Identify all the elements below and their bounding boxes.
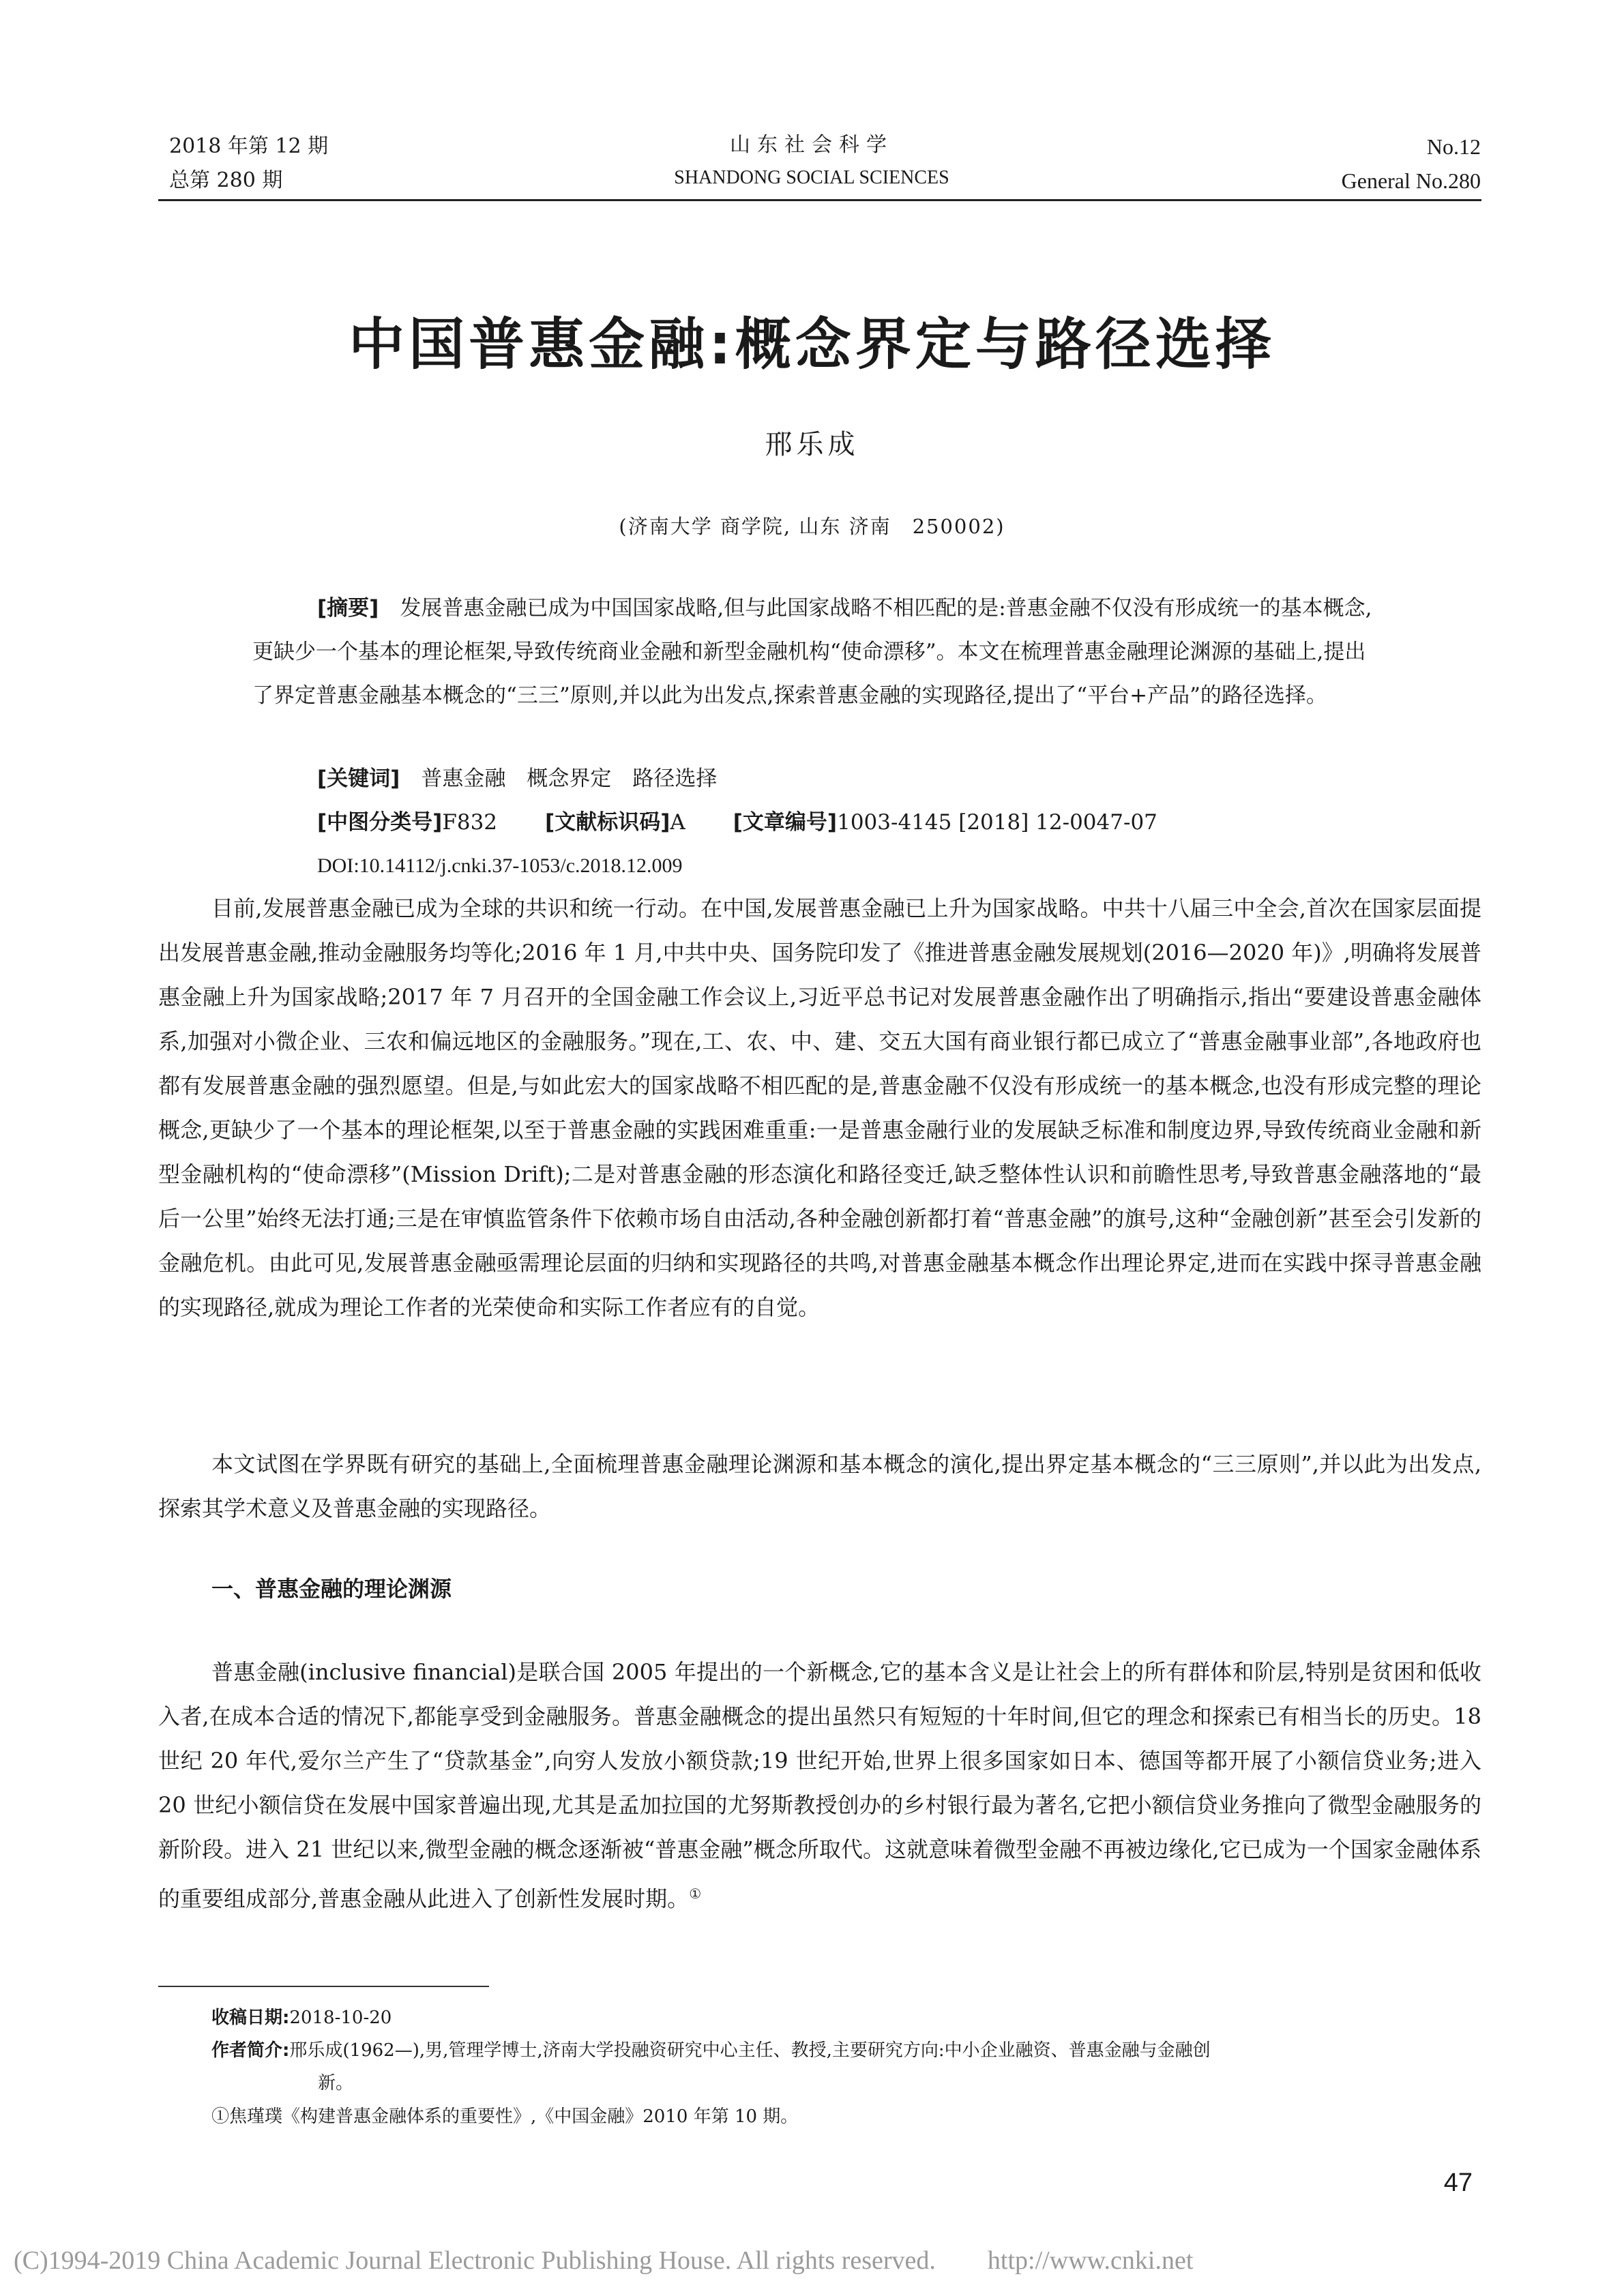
issue-number-en: No.12	[1426, 134, 1481, 159]
author-affiliation: (济南大学 商学院, 山东 济南 250002)	[619, 515, 1005, 538]
doc-code-value: A	[670, 810, 685, 835]
footnote-marker: ①	[689, 1885, 702, 1902]
keywords-text: 普惠金融 概念界定 路径选择	[421, 766, 718, 791]
footnote-author-bio	[211, 2034, 1494, 2100]
journal-name	[539, 130, 1084, 195]
doi: DOI:10.14112/j.cnki.37-1053/c.2018.12.009	[317, 854, 683, 877]
article-title: 中国普惠金融:概念界定与路径选择	[349, 312, 1275, 377]
journal-name-cn: 山东社会科学	[730, 133, 894, 157]
body-paragraph-3	[158, 1650, 1481, 1922]
abstract-label: [摘要]	[317, 596, 379, 621]
footnote-1: ①焦瑾璞《构建普惠金融体系的重要性》,《中国金融》2010 年第 10 期。	[211, 2106, 799, 2127]
author-bio-label: 作者简介:	[211, 2040, 290, 2061]
received-label: 收稿日期:	[211, 2008, 290, 2028]
keywords	[317, 757, 1408, 801]
body-paragraph-1	[158, 886, 1481, 1330]
page-number: 47	[1443, 2168, 1473, 2197]
paragraph-text: 本文试图在学界既有研究的基础上,全面梳理普惠金融理论渊源和基本概念的演化,提出界定基本概念的“三三原则”,并以此为出发点,探索其学术意义及普惠金融的实现路径。	[158, 1451, 1481, 1521]
footnote-received	[211, 2001, 1494, 2034]
article-number-label: [文章编号]	[733, 810, 838, 835]
author-bio-text-cont: 新。	[318, 2073, 354, 2093]
copyright-notice: (C)1994-2019 China Academic Journal Electronic Publishing House. All rights reserved. http://www.cnki.net	[14, 2246, 1194, 2275]
section-heading: 一、普惠金融的理论渊源	[211, 1576, 452, 1602]
doc-code-label: [文献标识码]	[545, 810, 670, 835]
article-author: 邢乐成	[765, 429, 859, 460]
keywords-label: [关键词]	[317, 766, 400, 791]
clc-label: [中图分类号]	[317, 810, 443, 835]
issue-info-en	[1342, 130, 1481, 198]
general-number-en: General No.280	[1341, 168, 1481, 193]
clc-value: F832	[442, 810, 498, 835]
issue-number: 2018 年第 12 期	[169, 134, 329, 158]
header-divider	[158, 199, 1481, 201]
paragraph-text: 普惠金融(inclusive financial)是联合国 2005 年提出的一个新概念,它的基本含义是让社会上的所有群体和阶层,特别是贫困和低收入者,在成本合适的情况下,都能享受到金融服务。普惠金融概念的提出虽然只有短短的十年时间,但它的理念和探索已有相当长的历史。18 世纪 20 年代,爱尔兰产生了“贷款基金”,向穷人发放小额贷款;19 世纪开始,世界上很多国家如日本、德国等都开展了小额信贷业务;进入 20 世纪小额信贷在发展中国家普遍出现,尤其是孟加拉国的尤努斯教授创办的乡村银行最为著名,它把小额信贷业务推向了微型金融服务的新阶段。进入 21 世纪以来,微型金融的概念逐渐被“普惠金融”概念所取代。这就意味着微型金融不再被边缘化,它已成为一个国家金融体系的重要组成部分,普惠金融从此进入了创新性发展时期。	[158, 1659, 1481, 1912]
body-paragraph-2	[158, 1442, 1481, 1531]
abstract-text: 发展普惠金融已成为中国国家战略,但与此国家战略不相匹配的是:普惠金融不仅没有形成统一的基本概念,更缺少一个基本的理论框架,导致传统商业金融和新型金融机构“使命漂移”。本文在梳理普惠金融理论渊源的基础上,提出了界定普惠金融基本概念的“三三”原则,并以此为出发点,探索普惠金融的实现路径,提出了“平台+产品”的路径选择。	[252, 596, 1372, 708]
classification-info	[317, 801, 1477, 844]
received-date: 2018-10-20	[289, 2008, 392, 2028]
author-bio-text: 邢乐成(1962—),男,管理学博士,济南大学投融资研究中心主任、教授,主要研究方向:中小企业融资、普惠金融与金融创	[289, 2040, 1211, 2061]
issue-info	[169, 130, 328, 198]
article-number-value: 1003-4145 [2018] 12-0047-07	[837, 810, 1157, 835]
journal-name-en: SHANDONG SOCIAL SCIENCES	[674, 167, 949, 188]
total-issue-number: 总第 280 期	[169, 168, 283, 192]
paragraph-text: 目前,发展普惠金融已成为全球的共识和统一行动。在中国,发展普惠金融已上升为国家战略。中共十八届三中全会,首次在国家层面提出发展普惠金融,推动金融服务均等化;2016 年 1 月,中共中央、国务院印发了《推进普惠金融发展规划(2016—2020 年)》,明确将发展普惠金融上升为国家战略;2017 年 7 月召开的全国金融工作会议上,习近平总书记对发展普惠金融作出了明确指示,指出“要建设普惠金融体系,加强对小微企业、三农和偏远地区的金融服务。”现在,工、农、中、建、交五大国有商业银行都已成立了“普惠金融事业部”,各地政府也都有发展普惠金融的强烈愿望。但是,与如此宏大的国家战略不相匹配的是,普惠金融不仅没有形成统一的基本概念,也没有形成完整的理论概念,更缺少了一个基本的理论框架,以至于普惠金融的实践困难重重:一是普惠金融行业的发展缺乏标准和制度边界,导致传统商业金融和新型金融机构的“使命漂移”(Mission Drift);二是对普惠金融的形态演化和路径变迁,缺乏整体性认识和前瞻性思考,导致普惠金融落地的“最后一公里”始终无法打通;三是在审慎监管条件下依赖市场自由活动,各种金融创新都打着“普惠金融”的旗号,这种“金融创新”甚至会引发新的金融危机。由此可见,发展普惠金融亟需理论层面的归纳和实现路径的共鸣,对普惠金融基本概念作出理论界定,进而在实践中探寻普惠金融的实现路径,就成为理论工作者的光荣使命和实际工作者应有的自觉。	[158, 895, 1481, 1320]
abstract	[252, 586, 1385, 717]
footnote-divider	[158, 1986, 489, 1987]
